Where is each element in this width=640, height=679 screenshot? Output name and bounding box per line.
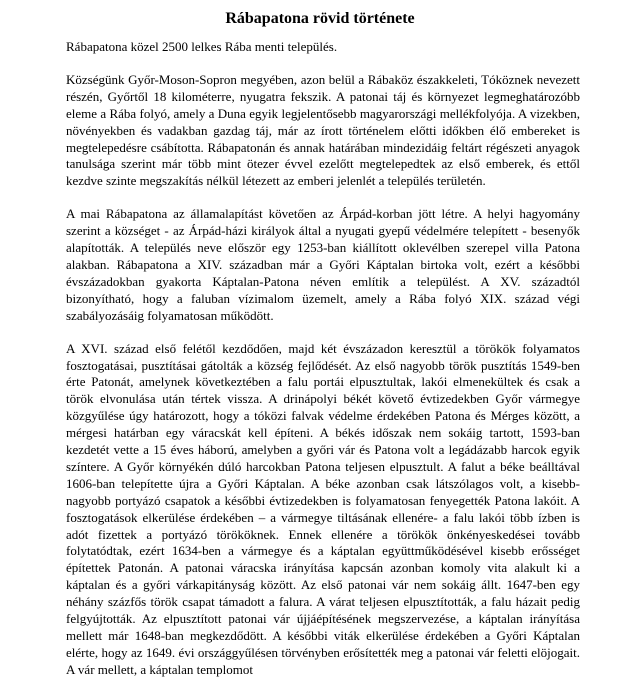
intro-paragraph: Rábapatona közel 2500 lelkes Rába menti település. xyxy=(66,39,338,54)
document-body xyxy=(66,39,580,679)
geography-paragraph: Községünk Győr-Moson-Sopron megyében, azon belül a Rábaköz északkeleti, Tóköznek nevezett részén, Győrtől 18 kilométerre, nyugatra fekszik. A patonai táj és környezet legmeghatározóbb eleme a Rába folyó, amely a Duna egyik legjelentősebb magyarországi mellékfolyója. A vizekben, növényekben és vadakban gazdag táj, már az írott történelem előtti időkben élő embereket is megtelepedésre csábította. Rábapatonán és annak határában mindezidáig feltárt régészeti anyagok tanulsága szerint már több mint ötezer évvel ezelőtt megtelepedtek az első emberek, és ettől kezdve szinte megszakítás nélkül létezett az emberi jelenlét a település területén. xyxy=(66,71,580,189)
document-title: Rábapatona rövid története xyxy=(225,10,415,27)
ottoman-era-paragraph: A XVI. század első felétől kezdődően, majd két évszázadon keresztül a törökök folyamatos fosztogatásai, pusztításai gátolták a község fejlődését. Az első nagyobb török pusztítás 1549-ben érte Patonát, amelynek következtében a falu portái elpusztultak, lakói elmenekültek és csak a török elvonulása után tértek vissza. A drinápolyi békét követő évtizedekben Győr vármegye közgyűlése úgy határozott, hogy a tóközi falvak védelme érdekében Patona és Mérges között, a mérgesi határban egy váracskát kell építeni. A békés időszak nem sokáig tartott, 1593-ban kezdetét vette a 15 éves háború, amelyben a győri vár és Patona volt a legádázabb harcok egyik színtere. A Győr környékén dúló harcokban Patona teljesen elpusztult. A falut a béke beálltával 1606-ban telepítette újra a Győri Káptalan. A béke azonban csak látszólagos volt, a kisebb-nagyobb portyázó csapatok a későbbi évtizedekben is folyamatosan fenyegették Patona lakóit. A fosztogatások elkerülése érdekében – a vármegye tiltásának ellenére- a falu lakói több ízben is adót fizettek a portyázó törököknek. Ennek ellenére a törökök önkényeskedései tovább folytatódtak, ezért 1634-ben a vármegye és a káptalan együttműködésével kisebb erősséget építettek Patonán. A patonai váracska irányítása kapcsán azonban komoly vita alakult ki a káptalan és a győri várkapitányság között. Az első patonai vár nem sokáig állt. 1647-ben egy néhány százfős török csapat támadott a falura. A várat teljesen elpusztították, a falu házait pedig felgyújtották. Az elpusztított patonai vár újjáépítésének megszervezése, a káptalan irányítása mellett már 1648-ban megkezdődött. A későbbi viták elkerülése érdekében a Győri Káptalan elérte, hogy az 1649. évi országgyűlésen törvényben erősítették meg a patonai vár feletti elöjogait. A vár mellett, a káptalan templomot xyxy=(66,340,580,677)
arpad-era-paragraph: A mai Rábapatona az államalapítást követően az Árpád-korban jött létre. A helyi hagyomány szerint a községet - az Árpád-házi királyok által a nyugati gyepű védelmére telepített - besenyők alapították. A település neve először egy 1253-ban kiállított oklevélben szerepel villa Patona alakban. Rábapatona a XIV. században már a Győri Káptalan birtoka volt, ezért a későbbi évszázadokban gyakorta Káptalan-Patona néven említik a települést. A XV. századtól bizonyítható, hogy a faluban vízimalom üzemelt, amely a Rába folyó XIX. század végi szabályozásáig folyamatosan működött. xyxy=(66,206,580,323)
